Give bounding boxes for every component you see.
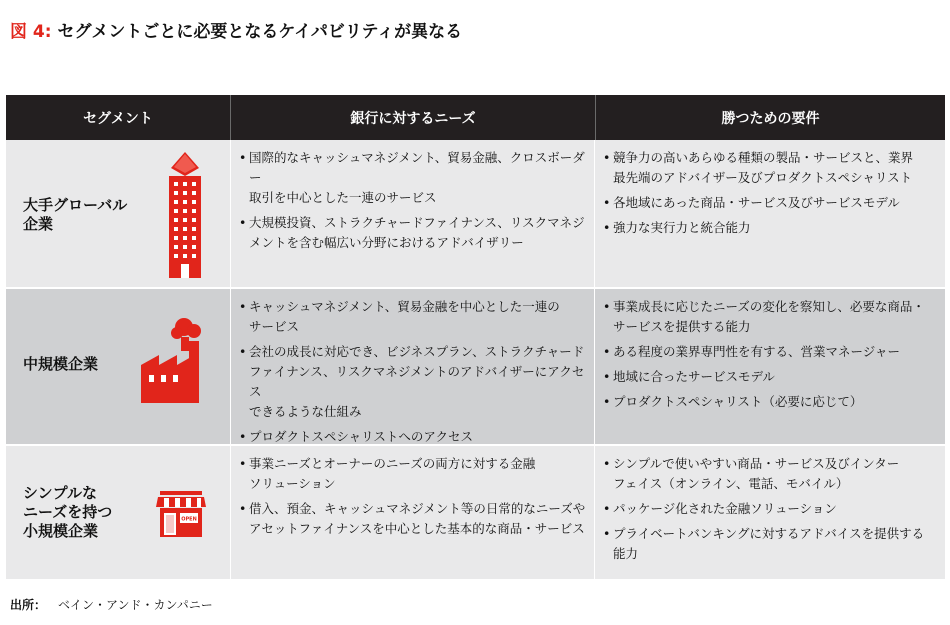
segment-cell [6,140,231,287]
list-item: • プライベートバンキングに対するアドバイスを提供する 能力 [603,524,937,564]
needs-cell [231,140,595,287]
header-segment: セグメント [6,95,231,140]
list-item-text: フェイス（オンライン、電話、モバイル） [613,476,849,491]
list-item-text: 最先端のアドバイザー及びプロダクトスペシャリスト [613,170,913,185]
list-item-text: 事業成長に応じたニーズの変化を察知し、必要な商品・ [613,299,925,314]
list-item-text: できるような仕組み [249,404,362,419]
list-item-text: サービス [249,319,300,334]
list-item: • 事業成長に応じたニーズの変化を察知し、必要な商品・ サービスを提供する能力 [603,297,937,337]
table-row-small-business [6,446,945,581]
list-item-text: メントを含む幅広い分野におけるアドバイザリー [249,235,524,250]
list-item-text: キャッシュマネジメント、貿易金融を中心とした一連の [249,299,560,314]
list-item-text: 国際的なキャッシュマネジメント、貿易金融、クロスボーダー [249,150,585,185]
segment-cell [6,289,231,444]
segment-label [23,355,98,374]
segment-label-line: 企業 [23,215,54,233]
source-note [10,596,213,613]
list-item-text: 事業ニーズとオーナーのニーズの両方に対する金融 [249,456,536,471]
needs-cell [231,446,595,579]
list-item-text: 各地域にあった商品・サービス及びサービスモデル [613,195,900,210]
header-needs: 銀行に対するニーズ [231,95,596,140]
list-item-text: ソリューション [249,476,336,491]
list-item: • 競争力の高いあらゆる種類の製品・サービスと、業界 最先端のアドバイザー及びプロダクトスペシャリスト [603,148,937,188]
source-text: ベイン・アンド・カンパニー [58,598,213,612]
list-item: • パッケージ化された金融ソリューション [603,499,937,519]
requirements-cell [595,446,945,579]
segment-label-line: 大手グローバル [23,196,128,214]
list-item: • プロダクトスペシャリスト（必要に応じて） [603,392,937,412]
source-label: 出所： [10,598,47,612]
header-requirements: 勝つための要件 [721,110,820,127]
requirements-cell [595,289,945,444]
list-item-text: プライベートバンキングに対するアドバイスを提供する [613,526,925,541]
storefront-icon [156,491,206,537]
list-item-text: シンプルで使いやすい商品・サービス及びインター [613,456,900,471]
segment-label-line: 中規模企業 [23,355,99,373]
list-item-text: サービスを提供する能力 [613,319,751,334]
list-item-text: 地域に合ったサービスモデル [613,369,775,384]
segment-label-line: 小規模企業 [23,522,99,540]
factory-icon [139,317,209,403]
list-item: • 各地域にあった商品・サービス及びサービスモデル [603,193,937,213]
list-item-text: 会社の成長に対応でき、ビジネスプラン、ストラクチャード [249,344,585,359]
list-item-text: プロダクトスペシャリスト（必要に応じて） [613,394,863,409]
figure-number: 図 4: [10,22,52,42]
needs-cell [231,289,595,444]
segment-label [23,484,112,541]
list-item: • 国際的なキャッシュマネジメント、貿易金融、クロスボーダー 取引を中心とした一連のサービス [239,148,586,208]
list-item-text: 取引を中心とした一連のサービス [249,190,437,205]
segment-label [23,196,127,234]
list-item-text: プロダクトスペシャリストへのアクセス [249,429,474,444]
capability-table [6,95,945,581]
list-item: • 強力な実行力と統合能力 [603,218,937,238]
list-item-text: アセットファイナンスを中心とした基本的な商品・サービス [249,521,585,536]
list-item-text: ある程度の業界専門性を有する、営業マネージャー [613,344,901,359]
table-row-large-global [6,140,945,289]
figure-title-text: セグメントごとに必要となるケイパビリティが異なる [57,22,463,42]
list-item-text: 大規模投資、ストラクチャードファイナンス、リスクマネジ [249,215,585,230]
list-item: • プロダクトスペシャリストへのアクセス [239,427,586,447]
list-item: • 地域に合ったサービスモデル [603,367,937,387]
open-sign-text: OPEN [181,516,197,523]
list-item-text: 競争力の高いあらゆる種類の製品・サービスと、業界 [613,150,914,165]
list-item: • 会社の成長に対応でき、ビジネスプラン、ストラクチャード ファイナンス、リスクマネジメントのアドバイザーにアクセス できるような仕組み [239,342,586,422]
list-item-text: パッケージ化された金融ソリューション [613,501,837,516]
table-row-mid-size [6,289,945,446]
list-item: • 借入、預金、キャッシュマネジメント等の日常的なニーズや アセットファイナンスを中心とした基本的な商品・サービス [239,499,586,539]
requirements-cell [595,140,945,287]
list-item: • シンプルで使いやすい商品・サービス及びインター フェイス（オンライン、電話、モバイル） [603,454,937,494]
list-item-text: ファイナンス、リスクマネジメントのアドバイザーにアクセス [249,364,585,399]
figure-title [10,17,462,42]
segment-cell [6,446,231,579]
list-item: • 大規模投資、ストラクチャードファイナンス、リスクマネジ メントを含む幅広い分野におけるアドバイザリー [239,213,586,253]
segment-label-line: シンプルな [23,484,98,502]
segment-label-line: ニーズを持つ [23,503,113,521]
list-item-text: 能力 [613,546,639,561]
list-item: • キャッシュマネジメント、貿易金融を中心とした一連の サービス [239,297,586,337]
list-item-text: 借入、預金、キャッシュマネジメント等の日常的なニーズや [249,501,586,516]
list-item: • 事業ニーズとオーナーのニーズの両方に対する金融 ソリューション [239,454,586,494]
skyscraper-icon [161,150,209,280]
list-item-text: 強力な実行力と統合能力 [613,220,751,235]
list-item: • ある程度の業界専門性を有する、営業マネージャー [603,342,937,362]
table-header [6,95,945,140]
